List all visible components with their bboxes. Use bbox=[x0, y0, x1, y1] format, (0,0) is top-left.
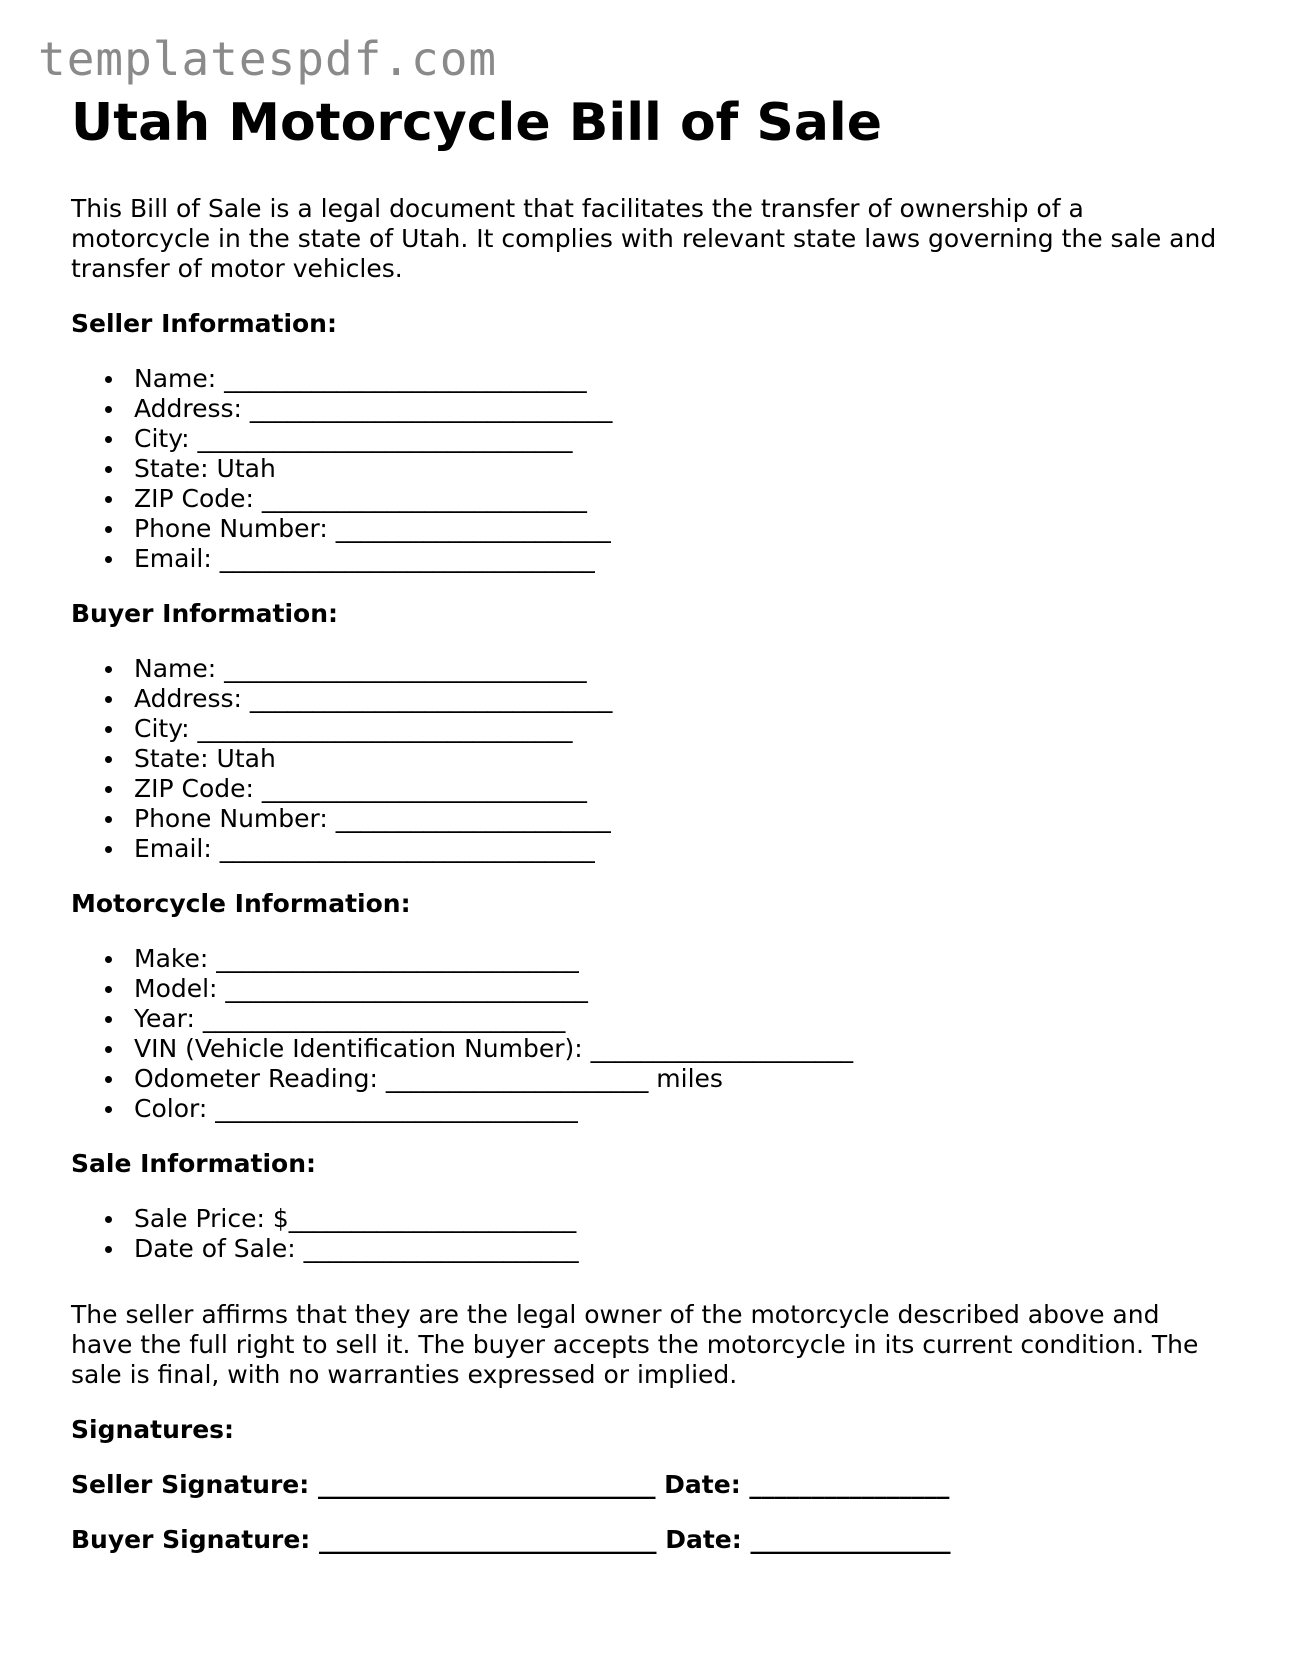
affirmation-paragraph: The seller affirms that they are the legal owner of the motorcycle described above and have the full right to sell it. The buyer accepts the motorcycle in its current condition. The sale is final, with no warranties expressed or implied. bbox=[71, 1300, 1199, 1389]
seller-zip-field[interactable]: ZIP Code: __________________________ bbox=[134, 484, 1221, 514]
sale-list bbox=[71, 1204, 1221, 1264]
intro-paragraph: This Bill of Sale is a legal document that facilitates the transfer of ownership of a motorcycle in the state of Utah. It complies with relevant state laws governing the sale and transfer of motor vehicles. bbox=[71, 194, 1217, 283]
buyer-signature-line[interactable]: Buyer Signature: ___________________________ Date: ________________ bbox=[71, 1525, 951, 1554]
watermark: templatespdf.com bbox=[38, 32, 498, 86]
buyer-heading: Buyer Information: bbox=[71, 599, 339, 628]
seller-email-field[interactable]: Email: ______________________________ bbox=[134, 544, 1221, 574]
buyer-email-field[interactable]: Email: ______________________________ bbox=[134, 834, 1221, 864]
seller-city-field[interactable]: City: ______________________________ bbox=[134, 424, 1221, 454]
buyer-address-field[interactable]: Address: _____________________________ bbox=[134, 684, 1221, 714]
motorcycle-color-field[interactable]: Color: _____________________________ bbox=[134, 1094, 1221, 1124]
sale-heading: Sale Information: bbox=[71, 1149, 316, 1178]
buyer-name-field[interactable]: Name: _____________________________ bbox=[134, 654, 1221, 684]
motorcycle-make-field[interactable]: Make: _____________________________ bbox=[134, 944, 1221, 974]
seller-state-field: State: Utah bbox=[134, 454, 1221, 484]
seller-address-field[interactable]: Address: _____________________________ bbox=[134, 394, 1221, 424]
motorcycle-vin-field[interactable]: VIN (Vehicle Identification Number): _____________________ bbox=[134, 1034, 1221, 1064]
sale-price-field[interactable]: Sale Price: $_______________________ bbox=[134, 1204, 1221, 1234]
seller-heading: Seller Information: bbox=[71, 309, 337, 338]
motorcycle-heading: Motorcycle Information: bbox=[71, 889, 411, 918]
document-page bbox=[71, 88, 1221, 1555]
seller-phone-field[interactable]: Phone Number: ______________________ bbox=[134, 514, 1221, 544]
signatures-heading: Signatures: bbox=[71, 1415, 235, 1444]
buyer-state-field: State: Utah bbox=[134, 744, 1221, 774]
sale-date-field[interactable]: Date of Sale: ______________________ bbox=[134, 1234, 1221, 1264]
seller-signature-line[interactable]: Seller Signature: ___________________________ Date: ________________ bbox=[71, 1470, 950, 1499]
motorcycle-odometer-field[interactable]: Odometer Reading: _____________________ miles bbox=[134, 1064, 1221, 1094]
seller-list bbox=[71, 364, 1221, 574]
document-title: Utah Motorcycle Bill of Sale bbox=[71, 93, 883, 153]
buyer-list bbox=[71, 654, 1221, 864]
motorcycle-list bbox=[71, 944, 1221, 1124]
buyer-city-field[interactable]: City: ______________________________ bbox=[134, 714, 1221, 744]
buyer-phone-field[interactable]: Phone Number: ______________________ bbox=[134, 804, 1221, 834]
seller-name-field[interactable]: Name: _____________________________ bbox=[134, 364, 1221, 394]
buyer-zip-field[interactable]: ZIP Code: __________________________ bbox=[134, 774, 1221, 804]
motorcycle-year-field[interactable]: Year: _____________________________ bbox=[134, 1004, 1221, 1034]
motorcycle-model-field[interactable]: Model: _____________________________ bbox=[134, 974, 1221, 1004]
